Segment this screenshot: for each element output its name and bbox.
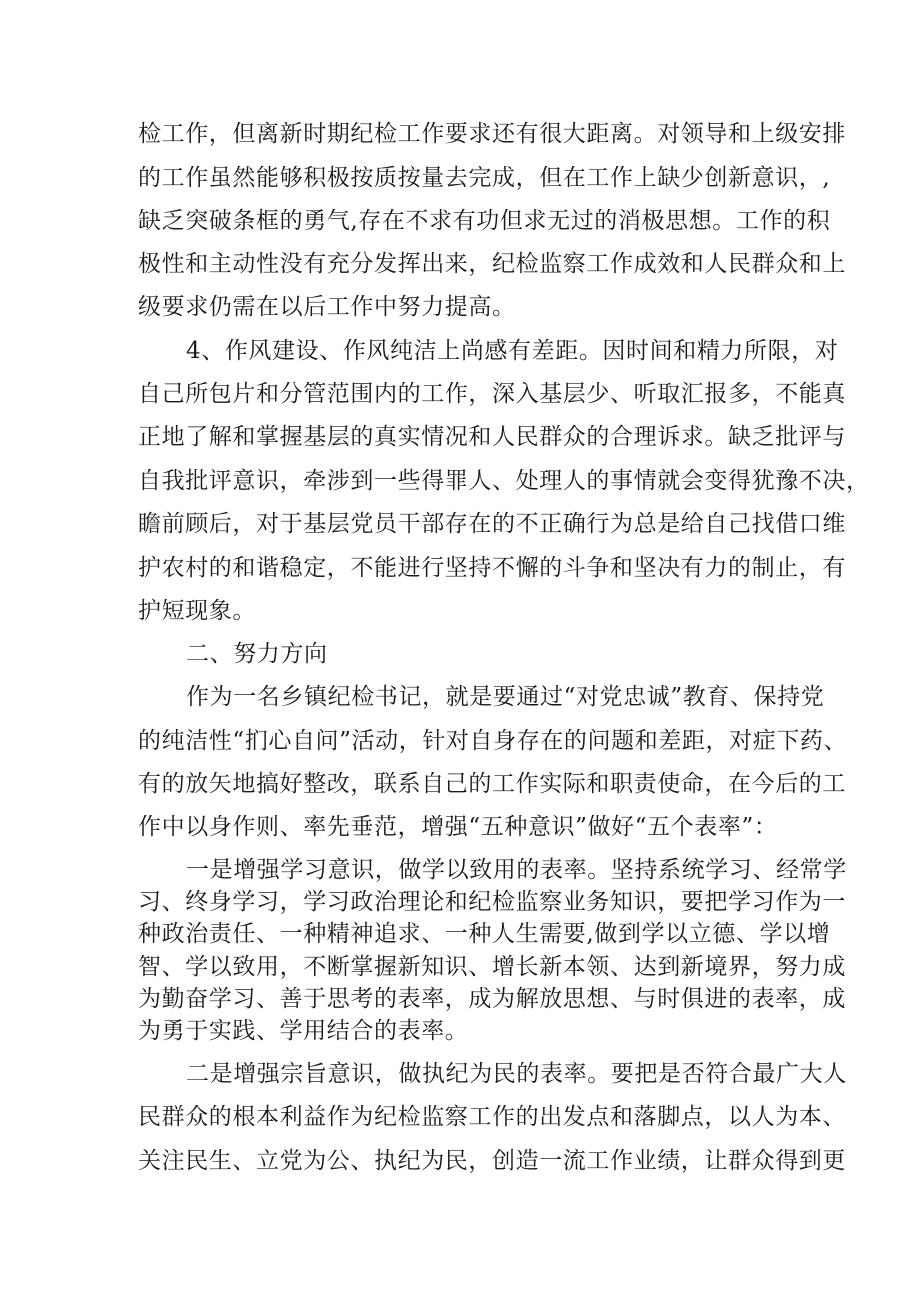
text-line: 关注民生、立党为公、执纪为民，创造一流工作业绩，让群众得到更 — [138, 1148, 846, 1174]
text-line: 的工作虽然能够积极按质按量去完成，但在工作上缺少创新意识，, — [138, 165, 831, 191]
text-line: 护短现象。 — [138, 598, 256, 624]
text-line: 为勇于实践、学用结合的表率。 — [138, 1018, 469, 1044]
paragraph-start: 一是增强学习意识，做学以致用的表率。坚持系统学习、经常学 — [186, 857, 847, 883]
text-line: 极性和主动性没有充分发挥出来，纪检监察工作成效和人民群众和上 — [138, 251, 846, 277]
section-heading: 二、努力方向 — [186, 641, 328, 667]
text-line: 自己所包片和分管范围内的工作，深入基层少、听取汇报多，不能真 — [138, 381, 846, 407]
text-line: 种政治责任、一种精神追求、一种人生需要,做到学以立德、学以增 — [138, 921, 831, 947]
paragraph-start: 作为一名乡镇纪检书记，就是要通过“对党忠诚”教育、保持党 — [186, 684, 825, 710]
text-line: 检工作，但离新时期纪检工作要求还有很大距离。对领导和上级安排 — [138, 121, 846, 147]
text-line: 智、学以致用，不断掌握新知识、增长新本领、达到新境界，努力成 — [138, 954, 846, 980]
text-line: 习、终身学习，学习政治理论和纪检监察业务知识，要把学习作为一 — [138, 889, 846, 915]
paragraph-start: 二是增强宗旨意识，做执纪为民的表率。要把是否符合最广大人 — [186, 1061, 847, 1087]
text-line: 缺乏突破条框的勇气,存在不求有功但求无过的消极思想。工作的积 — [138, 208, 831, 234]
text-line: 自我批评意识，牵涉到一些得罪人、处理人的事情就会变得犹豫不决， — [138, 468, 870, 494]
text-line: 为勤奋学习、善于思考的表率，成为解放思想、与时俱进的表率，成 — [138, 986, 846, 1012]
text-line: 瞻前顾后，对于基层党员干部存在的不正确行为总是给自己找借口维 — [138, 511, 846, 537]
text-line: 有的放矢地搞好整改，联系自己的工作实际和职责使命，在今后的工 — [138, 771, 846, 797]
text-line: 级要求仍需在以后工作中努力提高。 — [138, 294, 516, 320]
text-line: 正地了解和掌握基层的真实情况和人民群众的合理诉求。缺乏批评与 — [138, 424, 846, 450]
text-line: 的纯洁性“扪心自问”活动，针对自身存在的问题和差距，对症下药、 — [138, 728, 848, 754]
text-line: 民群众的根本利益作为纪检监察工作的出发点和落脚点，以人为本、 — [138, 1104, 846, 1130]
paragraph-4-start: 4、作风建设、作风纯洁上尚感有差距。因时间和精力所限，对 — [186, 338, 839, 364]
text-line: 护农村的和谐稳定，不能进行坚持不懈的斗争和坚决有力的制止，有 — [138, 555, 846, 581]
text-line: 作中以身作则、率先垂范，增强“五种意识”做好“五个表率”： — [138, 814, 778, 840]
